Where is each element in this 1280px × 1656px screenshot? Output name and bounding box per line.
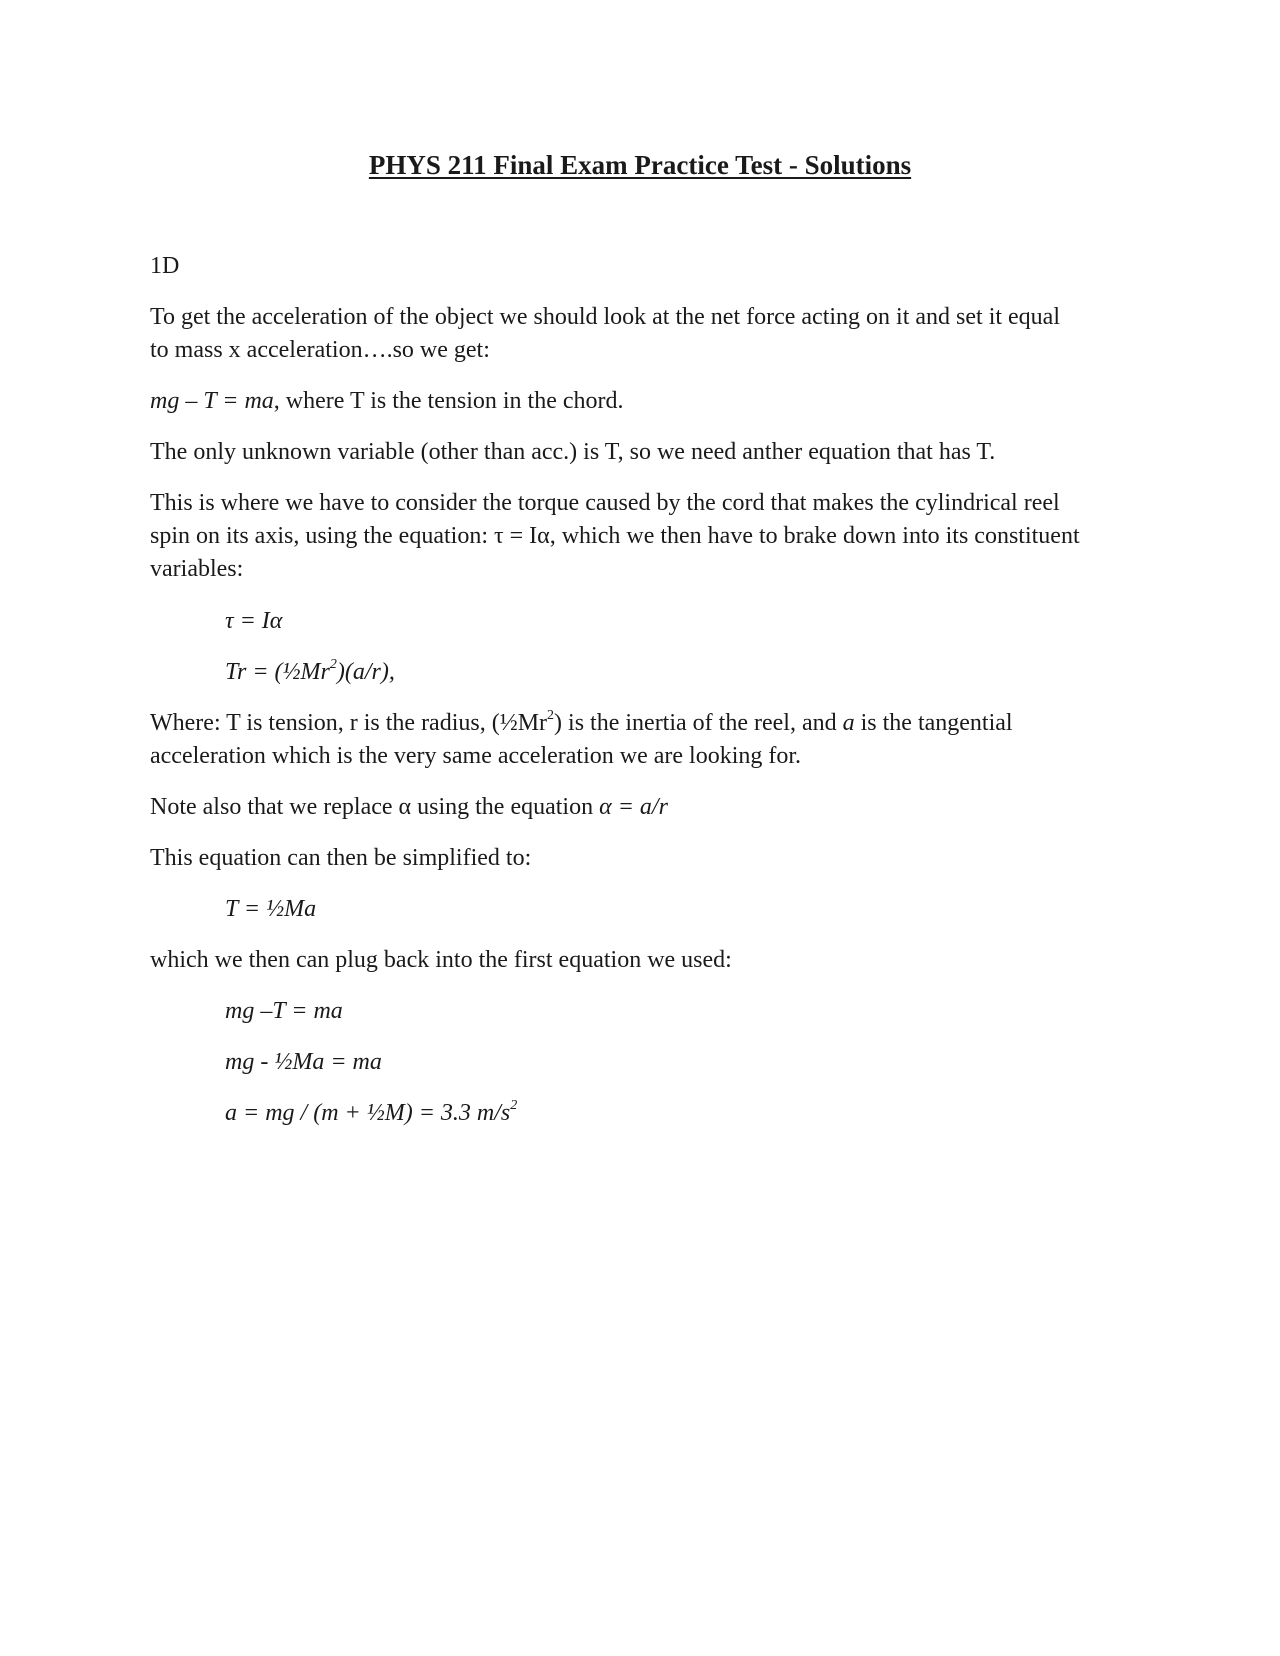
torque-line-2: spin on its axis, using the equation: τ = Iα, which we then have to brake down into its constituent — [150, 523, 1080, 549]
torque-equation: τ = Iα — [225, 608, 283, 634]
note-math: α = a/r — [599, 794, 668, 820]
where-part2: ) is the inertia of the reel, and — [554, 710, 843, 736]
plug-back-line: which we then can plug back into the first equation we used: — [150, 947, 732, 973]
newton-equation-text: , where T is the tension in the chord. — [273, 388, 624, 414]
where-part3: is the tangential — [854, 710, 1013, 736]
final-equation-3 — [225, 1097, 517, 1130]
document-title: PHYS 211 Final Exam Practice Test - Solutions — [368, 150, 912, 180]
torque-line-3: variables: — [150, 556, 244, 582]
tension-equation: T = ½Ma — [225, 896, 317, 922]
where-line-2: acceleration which is the very same acceleration we are looking for. — [150, 743, 802, 769]
torque-line-1: This is where we have to consider the torque caused by the cord that makes the cylindrical reel — [150, 490, 1060, 516]
newton-equation-line — [150, 385, 624, 418]
note-line — [150, 791, 668, 824]
tr-equation-part2: )(a/r), — [336, 659, 395, 685]
final-equation-3-main: a = mg / (m + ½M) = 3.3 m/s — [225, 1100, 511, 1126]
where-superscript: 2 — [547, 708, 555, 723]
tr-equation-superscript: 2 — [329, 657, 337, 672]
final-equation-2: mg - ½Ma = ma — [225, 1049, 382, 1075]
final-equation-1: mg –T = ma — [225, 998, 343, 1024]
intro-line-1: To get the acceleration of the object we should look at the net force acting on it and set it equal — [150, 304, 1060, 330]
where-part1: Where: T is tension, r is the radius, (½Mr — [150, 710, 548, 736]
newton-equation-math: mg – T = ma — [150, 388, 274, 414]
unknown-variable-line: The only unknown variable (other than acc.) is T, so we need anther equation that has T. — [150, 439, 996, 465]
where-a-symbol: a — [842, 710, 855, 736]
final-equation-3-superscript: 2 — [510, 1098, 518, 1113]
where-line-1 — [150, 707, 1013, 740]
tr-equation-part1: Tr = (½Mr — [225, 659, 330, 685]
tr-equation — [225, 656, 395, 689]
simplified-line: This equation can then be simplified to: — [150, 845, 532, 871]
question-label: 1D — [150, 253, 180, 279]
note-text: Note also that we replace α using the equation — [150, 794, 600, 820]
intro-line-2: to mass x acceleration….so we get: — [150, 337, 490, 363]
